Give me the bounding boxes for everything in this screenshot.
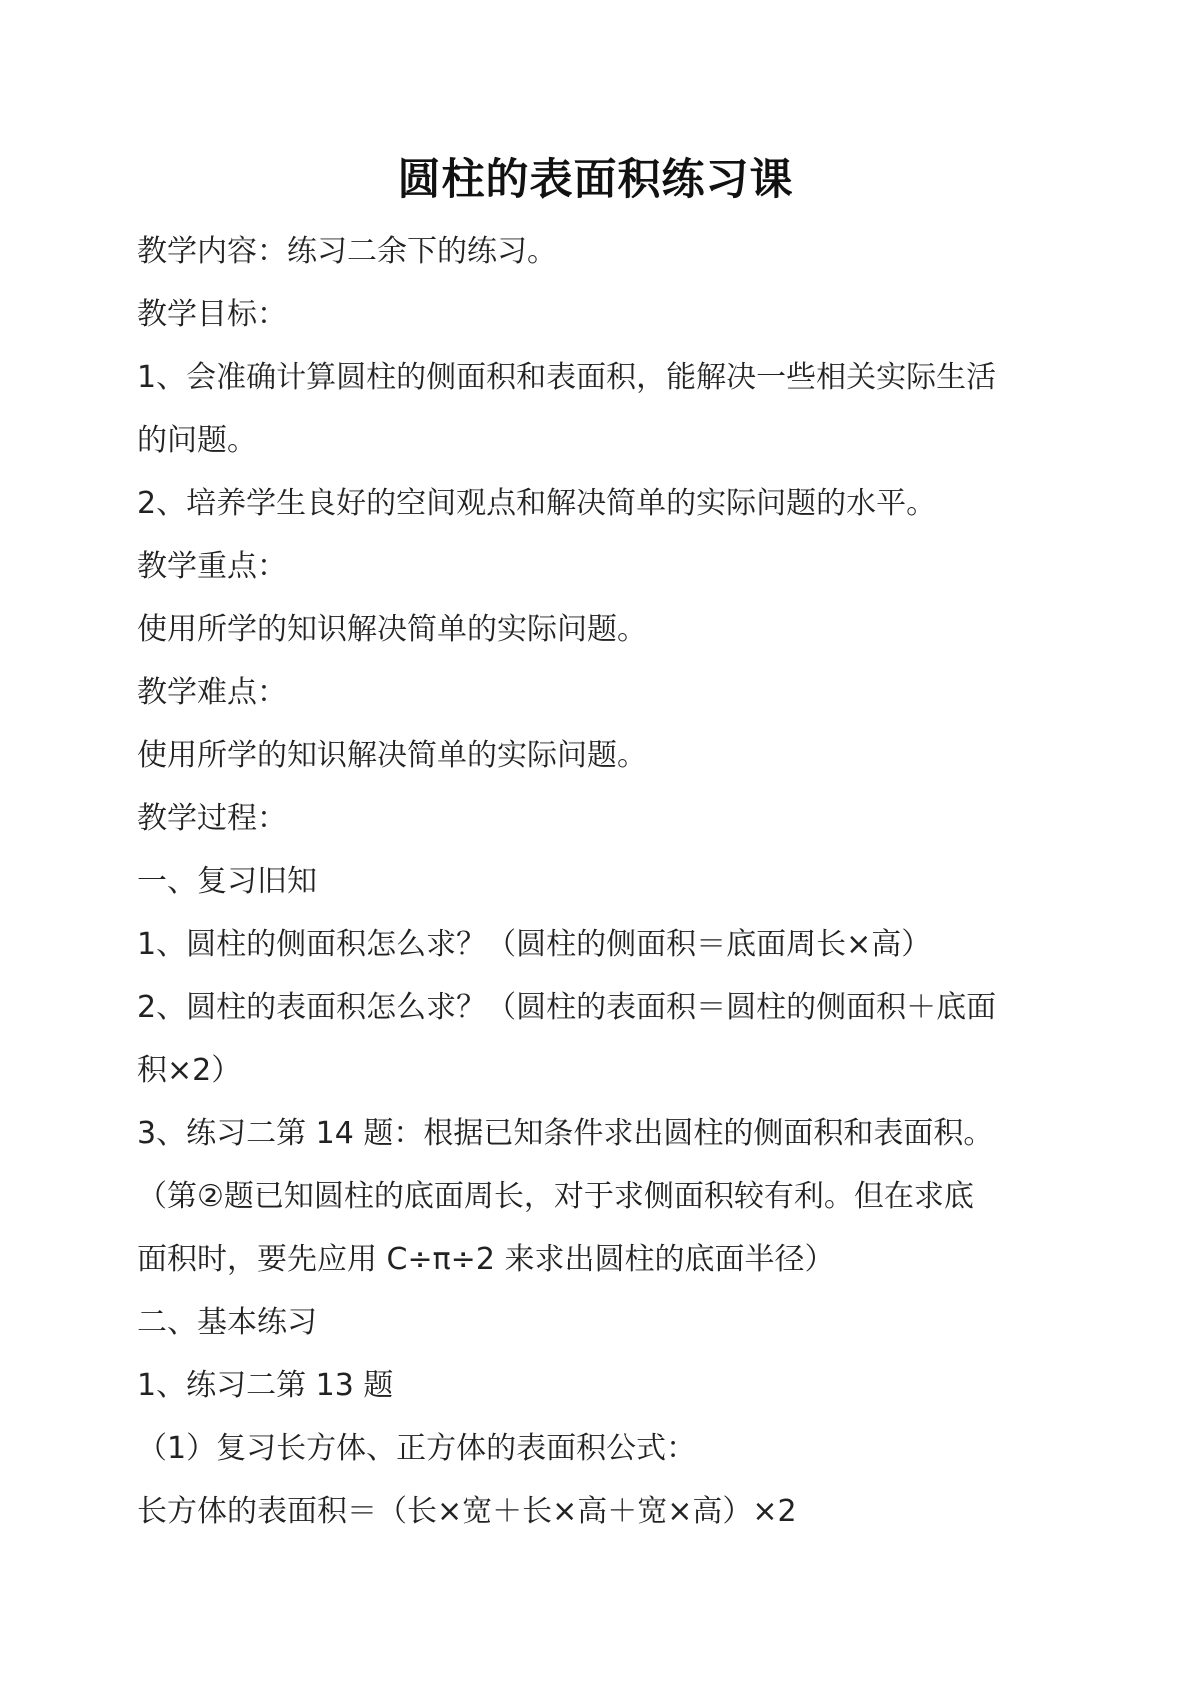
heading-difficulties: 教学难点： — [137, 675, 287, 710]
text-line-practice-1-sub: （1）复习长方体、正方体的表面积公式： — [137, 1431, 697, 1466]
text-line-key-point: 使用所学的知识解决简单的实际问题。 — [137, 612, 647, 647]
text-line-difficulty: 使用所学的知识解决简单的实际问题。 — [137, 738, 647, 773]
document-body — [137, 220, 1067, 1543]
text-line-review-3c: 面积时，要先应用 C÷π÷2 来求出圆柱的底面半径） — [137, 1242, 835, 1277]
heading-key-points: 教学重点： — [137, 549, 287, 584]
text-line-goal-1a: 1、会准确计算圆柱的侧面积和表面积，能解决一些相关实际生活 — [137, 360, 997, 395]
text-line-review-3b: （第②题已知圆柱的底面周长，对于求侧面积较有利。但在求底 — [137, 1179, 974, 1214]
text-line-teaching-content: 教学内容：练习二余下的练习。 — [137, 234, 557, 269]
text-line-practice-1: 1、练习二第 13 题 — [137, 1368, 394, 1403]
text-line-review-3a: 3、练习二第 14 题：根据已知条件求出圆柱的侧面积和表面积。 — [137, 1116, 994, 1151]
section-heading-basic-practice: 二、基本练习 — [137, 1305, 317, 1340]
text-line-review-1: 1、圆柱的侧面积怎么求？（圆柱的侧面积＝底面周长×高） — [137, 927, 932, 962]
text-line-review-2a: 2、圆柱的表面积怎么求？（圆柱的表面积＝圆柱的侧面积＋底面 — [137, 990, 997, 1025]
text-line-goal-2: 2、培养学生良好的空间观点和解决简单的实际问题的水平。 — [137, 486, 937, 521]
text-line-formula-cuboid: 长方体的表面积＝（长×宽＋长×高＋宽×高）×2 — [137, 1494, 797, 1529]
text-line-goal-1b: 的问题。 — [137, 423, 257, 458]
heading-teaching-process: 教学过程： — [137, 801, 287, 836]
text-line-review-2b: 积×2） — [137, 1053, 242, 1088]
heading-teaching-goals: 教学目标： — [137, 297, 287, 332]
document-title: 圆柱的表面积练习课 — [397, 155, 794, 205]
section-heading-review: 一、复习旧知 — [137, 864, 317, 899]
